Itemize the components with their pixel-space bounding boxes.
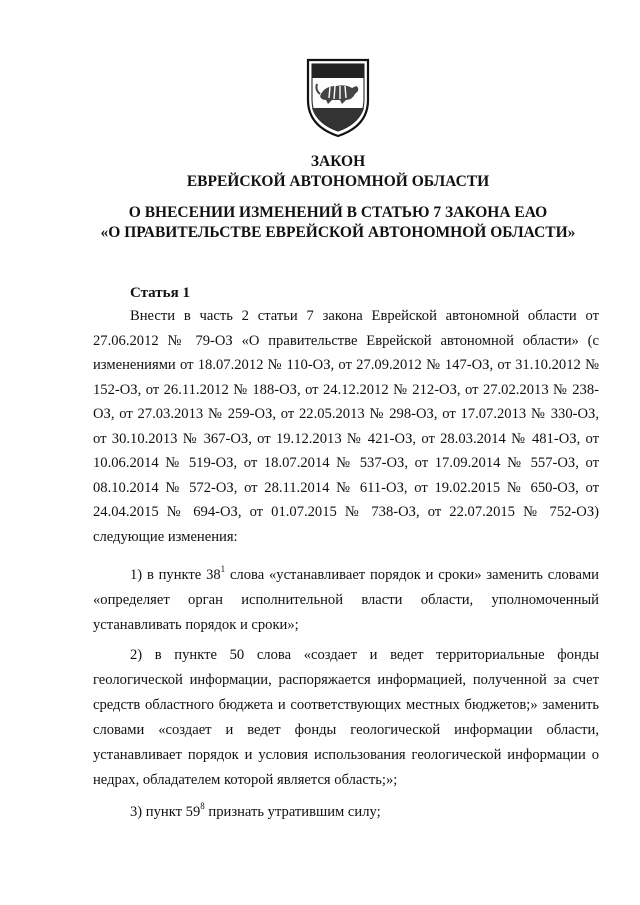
item-3-superscript: 8 [200,801,205,812]
law-subject-line-2: «О ПРАВИТЕЛЬСТВЕ ЕВРЕЙСКОЙ АВТОНОМНОЙ ОБЛАСТИ» [100,224,576,241]
item-3-text-end: признать утратившим силу; [204,804,381,820]
amendment-item-2: 2) в пункте 50 слова «создает и ведет территориальные фонды геологической информации, распоряжается информацией, полученной за счет средств областного бюджета и соответствующих местных бюджетов;» заменить словами «создает и ведет фонды геологической информации области, устанавливает порядок и условия использования геологической информации о недрах, обладателем которой является область;»; [93,647,599,788]
coat-of-arms-tiger-icon [302,56,374,138]
item-1-text-start: 1) в пункте 38 [130,567,221,583]
law-title-line-1: ЗАКОН [310,153,366,170]
amendment-item-3 [93,800,599,825]
law-title-line-2: ЕВРЕЙСКОЙ АВТОНОМНОЙ ОБЛАСТИ [186,173,490,190]
law-subject [80,203,596,243]
amendment-item-1 [93,563,599,638]
law-subject-line-1: О ВНЕСЕНИИ ИЗМЕНЕНИЙ В СТАТЬЮ 7 ЗАКОНА ЕАО [128,204,548,221]
law-title [80,152,596,192]
article-heading: Статья 1 [130,285,190,301]
item-1-text-end: слова «устанавливает порядок и сроки» заменить словами «определяет орган исполнительной власти области, уполномоченный устанавливать порядок и сроки»; [93,567,599,633]
item-3-text-start: 3) пункт 59 [130,804,201,820]
item-1-superscript: 1 [220,564,226,575]
article-intro-paragraph: Внести в часть 2 статьи 7 закона Еврейской автономной области от 27.06.2012 № 79-ОЗ «О правительстве Еврейской автономной области» (с изменениями от 18.07.2012 № 110-ОЗ, от 27.09.2012 № 147-ОЗ, от 31.10.2012 № 152-ОЗ, от 26.11.2012 № 188-ОЗ, от 24.12.2012 № 212-ОЗ, от 27.02.2013 № 238-ОЗ, от 27.03.2013 № 259-ОЗ, от 22.05.2013 № 298-ОЗ, от 17.07.2013 № 330-ОЗ, от 30.10.2013 № 367-ОЗ, от 19.12.2013 № 421-ОЗ, от 28.03.2014 № 481-ОЗ, от 10.06.2014 № 519-ОЗ, от 18.07.2014 № 537-ОЗ, от 17.09.2014 № 557-ОЗ, от 08.10.2014 № 572-ОЗ, от 28.11.2014 № 611-ОЗ, от 19.02.2015 № 650-ОЗ, от 24.04.2015 № 694-ОЗ, от 01.07.2015 № 738-ОЗ, от 22.07.2015 № 752-ОЗ) следующие изменения: [93,308,599,545]
